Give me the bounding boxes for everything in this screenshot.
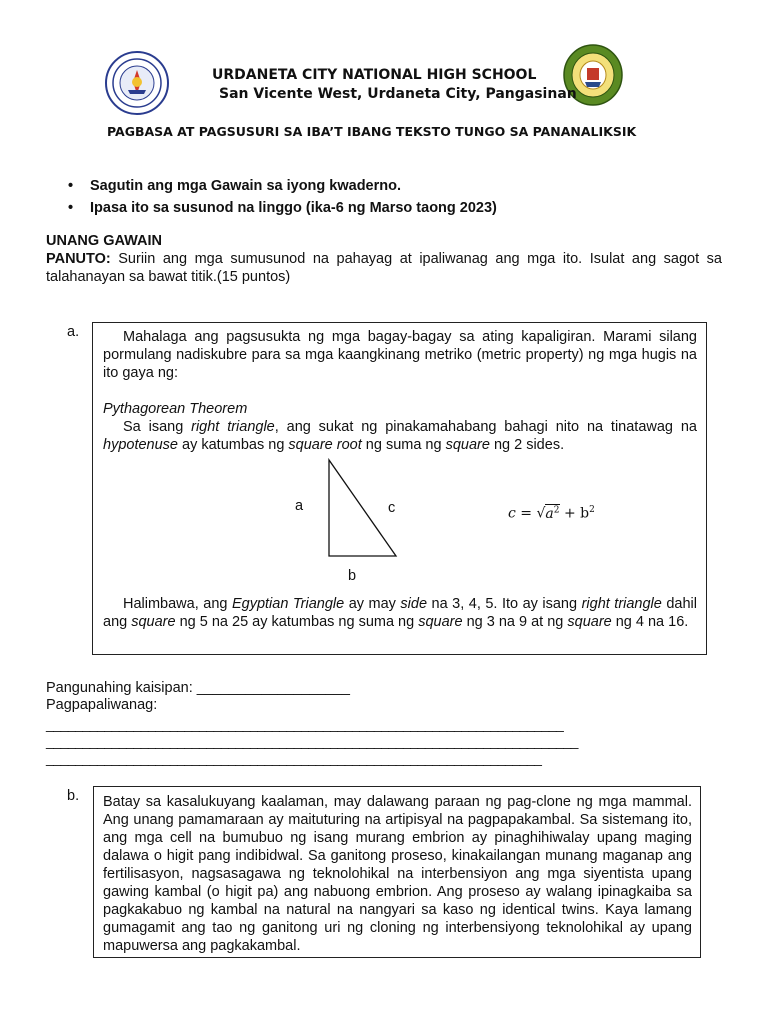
sqrt-icon: √ bbox=[536, 505, 546, 522]
formula-plus: + bbox=[563, 505, 576, 522]
explanation-label: Pagpapaliwanag: bbox=[46, 697, 158, 713]
item-a-example bbox=[103, 595, 697, 631]
item-a-intro bbox=[103, 328, 697, 382]
instruction-text: Sagutin ang mga Gawain sa iyong kwaderno. bbox=[90, 178, 402, 194]
desc-term: square root bbox=[288, 437, 362, 453]
main-idea-blank[interactable]: ___________________ bbox=[196, 680, 350, 696]
formula-equals: = bbox=[520, 505, 533, 522]
formula-radicand bbox=[545, 504, 559, 522]
desc-term: square bbox=[445, 437, 490, 453]
ex-part: ng 5 na 25 ay katumbas ng suma ng bbox=[175, 614, 419, 630]
ex-term: square bbox=[131, 614, 176, 630]
ex-term: square bbox=[418, 614, 463, 630]
formula-b: b bbox=[580, 505, 590, 522]
triangle-shape bbox=[329, 460, 396, 556]
ex-part: ay may bbox=[344, 596, 401, 612]
theorem-name bbox=[103, 400, 247, 418]
desc-part: ng suma ng bbox=[361, 437, 446, 453]
desc-part: ay katumbas ng bbox=[177, 437, 289, 453]
triangle-label-c: c bbox=[388, 500, 396, 516]
pythagorean-formula bbox=[508, 505, 595, 522]
ex-part: dahil ang bbox=[103, 596, 697, 630]
desc-part: Sa isang bbox=[123, 419, 192, 435]
desc-term: hypotenuse bbox=[103, 437, 178, 453]
item-a-box bbox=[92, 322, 707, 655]
directions bbox=[46, 250, 722, 286]
desc-part: , ang sukat ng pinakamahabang bahagi nito na tinatawag na bbox=[274, 419, 697, 435]
ex-part: ng 4 na 16. bbox=[611, 614, 689, 630]
deped-seal bbox=[104, 50, 170, 116]
instruction-item bbox=[68, 178, 497, 200]
instruction-list bbox=[68, 178, 497, 222]
ex-part: na 3, 4, 5. Ito ay isang bbox=[427, 596, 582, 612]
ex-term: Egyptian Triangle bbox=[231, 596, 345, 612]
explanation-line[interactable]: _______________________________________________________________________ bbox=[46, 716, 564, 732]
formula-a: a bbox=[545, 505, 554, 522]
main-idea-label: Pangunahing kaisipan: bbox=[46, 680, 193, 696]
desc-term: right triangle bbox=[191, 419, 275, 435]
ex-part: Halimbawa, ang bbox=[123, 596, 232, 612]
item-a-label: a. bbox=[67, 324, 80, 340]
desc-part: ng 2 sides. bbox=[489, 437, 565, 453]
formula-a-exp: 2 bbox=[553, 505, 560, 515]
directions-label: PANUTO: bbox=[46, 251, 111, 267]
theorem-description bbox=[103, 418, 697, 454]
main-idea-row bbox=[46, 679, 350, 697]
item-b-text: Batay sa kasalukuyang kaalaman, may dalawang paraan ng pag-clone ng mga mammal. Ang unang pamamaraan ay maituturing na artipisyal na pagpapakambal. Sa sistemang ito, ang mga cell na bumubuo ng isang murang embrion ay pinaghihiwalay upang maging dalawa o higit pang indibidwal. Sa ganitong proseso, kinakailangan munang maganap ang fertilisasyon, nagsasagawa ng teknolohikal na interbensiyon ang mga siyentista upang gawing kambal (o higit pa) ang nabuong embrion. Ang proseso ay walang ipinagkaiba sa pagkakabuo ng kambal na natural na nangyari sa kaso ng identical twins. Kaya lamang gumagamit ang tao ng ganitong uri ng cloning ng interbensiyong teknolohikal ay upang mapuwersa ang pagkakambal. bbox=[103, 794, 692, 954]
bullet-icon: • bbox=[68, 200, 74, 216]
explanation-line[interactable]: ____________________________________________________________________ bbox=[46, 750, 542, 766]
item-b-box bbox=[93, 786, 701, 958]
school-address: San Vicente West, Urdaneta City, Pangasinan bbox=[219, 86, 577, 102]
triangle-label-a: a bbox=[295, 498, 304, 514]
bullet-icon: • bbox=[68, 178, 74, 194]
formula-c: c bbox=[508, 505, 516, 522]
item-b-label: b. bbox=[67, 788, 80, 804]
ex-term: square bbox=[567, 614, 612, 630]
item-a-intro-text: Mahalaga ang pagsusukta ng mga bagay-bagay sa ating kapaligiran. Marami silang pormulang nadiskubre para sa mga kaangkinang metriko (metric property) ng mga hugis na ito gaya ng: bbox=[103, 329, 697, 381]
ex-part: ng 3 na 9 at ng bbox=[462, 614, 568, 630]
ex-term: right triangle bbox=[581, 596, 662, 612]
ex-term: side bbox=[400, 596, 428, 612]
explanation-line[interactable]: _________________________________________________________________________ bbox=[46, 733, 578, 749]
activity-heading: UNANG GAWAIN bbox=[46, 233, 162, 249]
school-name: URDANETA CITY NATIONAL HIGH SCHOOL bbox=[212, 67, 537, 83]
subject-title: PAGBASA AT PAGSUSURI SA IBA’T IBANG TEKSTO TUNGO SA PANANALIKSIK bbox=[107, 124, 637, 139]
instruction-item bbox=[68, 200, 497, 222]
triangle-label-b: b bbox=[348, 568, 357, 584]
theorem-name-text: Pythagorean Theorem bbox=[103, 401, 248, 417]
directions-text: Suriin ang mga sumusunod na pahayag at ipaliwanag ang mga ito. Isulat ang sagot sa talahanayan sa bawat titik.(15 puntos) bbox=[46, 251, 722, 285]
instruction-text: Ipasa ito sa susunod na linggo (ika-6 ng Marso taong 2023) bbox=[90, 200, 497, 216]
formula-b-exp: 2 bbox=[589, 505, 595, 515]
